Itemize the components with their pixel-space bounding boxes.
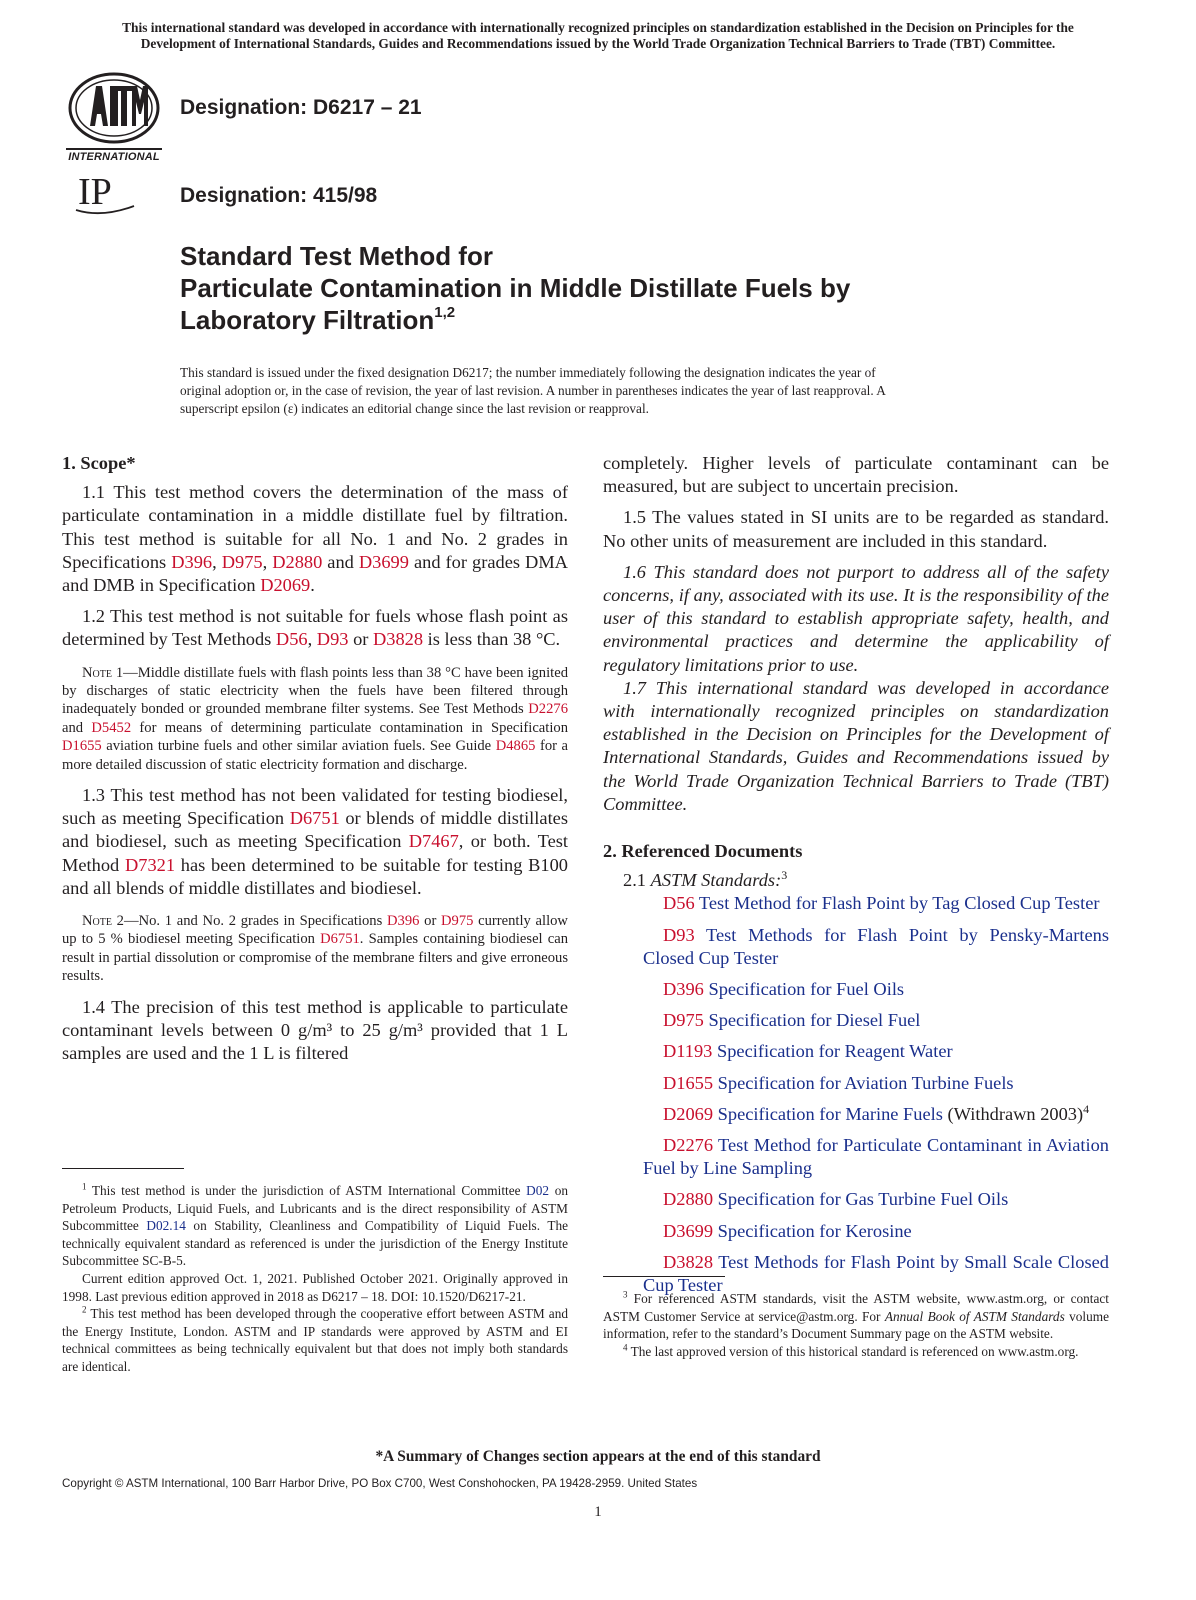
- astm-designation: Designation: D6217 – 21: [180, 96, 422, 119]
- summary-of-changes-note: *A Summary of Changes section appears at the end of this standard: [375, 1448, 821, 1465]
- ip-logo: [72, 172, 142, 216]
- link-d02[interactable]: D02: [526, 1183, 550, 1198]
- note-1-label: Note 1: [82, 664, 124, 681]
- astm-logo: [66, 70, 170, 163]
- link-d56[interactable]: D56: [275, 629, 308, 650]
- title-line1: Standard Test Method for: [180, 241, 493, 271]
- link-d7467[interactable]: D7467: [408, 831, 459, 852]
- reference-item[interactable]: D2880 Specification for Gas Turbine Fuel Oils: [663, 1189, 1009, 1210]
- footnotes-right: [603, 1290, 1109, 1360]
- right-column: [603, 452, 1109, 1305]
- link-d396-note2[interactable]: D396: [387, 913, 420, 930]
- document-title: [180, 240, 1080, 336]
- note-2: Note 2—No. 1 and No. 2 grades in Specifications D396 or D975 currently allow up to 5 % biodiesel meeting Specification D6751. Samples containing biodiesel can result in partial dissolution or compromise of the membrane filters and give erroneous results.: [62, 913, 568, 985]
- copyright-line: Copyright © ASTM International, 100 Barr Harbor Drive, PO Box C700, West Conshohocken, PA 19428-2959. United States: [62, 1477, 698, 1490]
- footnote-2: $^2$ This test method has been developed through the cooperative effort between ASTM and the Energy Institute, London. ASTM and IP standards were approved by ASTM and EI technical committees as being technically equivalent but that does not imply both standards are identical.: [62, 1304, 568, 1374]
- tbt-notice: [62, 20, 1134, 52]
- note-2-label: Note 2: [82, 913, 124, 930]
- footnote-4: $^4$ The last approved version of this historical standard is referenced on www.astm.org.: [623, 1342, 1079, 1359]
- footnote-1: $^1$ This test method is under the jurisdiction of ASTM International Committee D02 on Petroleum Products, Liquid Fuels, and Lubricants and is the direct responsibility of ASTM Subcommittee D02.14 on Stability, Cleanliness and Compatibility of Liquid Fuels. The technically equivalent standard as referenced is under the jurisdiction of the Energy Institute Subcommittee SC-B-5.: [62, 1181, 568, 1269]
- ip-logo-icon: [72, 172, 142, 216]
- svg-text:IP: IP: [78, 172, 112, 213]
- link-d4865[interactable]: D4865: [495, 738, 536, 755]
- reference-item[interactable]: D1193 Specification for Reagent Water: [663, 1041, 953, 1062]
- para-1-4-continued: completely. Higher levels of particulate contaminant can be measured, but are subject to uncertain precision.: [603, 453, 1109, 497]
- para-1-3: 1.3 This test method has not been validated for testing biodiesel, such as meeting Specification D6751 or blends of middle distillates and biodiesel, such as meeting Specification D7467, or both. Test Method D7321 has been determined to be suitable for testing B100 and all blends of middle distillates and biodiesel.: [62, 785, 568, 898]
- reference-item[interactable]: D3828 Test Methods for Flash Point by Small Scale Closed Cup Tester: [643, 1251, 1109, 1296]
- link-d93[interactable]: D93: [316, 629, 349, 650]
- para-1-4: 1.4 The precision of this test method is applicable to particulate contaminant levels between 0 g/m³ to 25 g/m³ provided that 1 L samples are used and the 1 L is filtered: [62, 996, 568, 1064]
- para-1-1: 1.1 This test method covers the determination of the mass of particulate contamination in a middle distillate fuel by filtration. This test method is suitable for all No. 1 and No. 2 grades in Specifications D396, D975, D2880 and D3699 and for grades DMA and DMB in Specification D2069.: [62, 482, 568, 596]
- link-d975-note2[interactable]: D975: [441, 913, 474, 930]
- footnote-rule-right: [603, 1276, 725, 1277]
- astm-logo-wordmark: INTERNATIONAL: [66, 148, 162, 163]
- link-d5452[interactable]: D5452: [91, 719, 132, 736]
- astm-logo-icon: [66, 70, 162, 146]
- title-line3: Laboratory Filtration: [180, 305, 435, 335]
- astm-standards-subheading: 2.1 ASTM Standards:$^3$: [623, 868, 788, 891]
- link-d2069[interactable]: D2069: [260, 575, 311, 596]
- issued-line1: This standard is issued under the fixed designation D6217; the number immediately following the designation indicates the year of: [180, 365, 876, 380]
- footnote-3: $^3$ For referenced ASTM standards, visit the ASTM website, www.astm.org, or contact ASTM Customer Service at service@astm.org. For Annual Book of ASTM Standards volume information, refer to the standard’s Document Summary page on the ASTM website.: [603, 1289, 1109, 1342]
- issuance-statement: [180, 364, 1030, 418]
- footnote-1-edition: Current edition approved Oct. 1, 2021. Published October 2021. Originally approved in 1998. Last previous edition approved in 2018 as D6217 – 18. DOI: 10.1520/D6217-21.: [62, 1270, 568, 1304]
- para-1-2: 1.2 This test method is not suitable for fuels whose flash point as determined by Test Methods D56, D93 or D3828 is less than 38 °C.: [62, 606, 568, 650]
- reference-item[interactable]: D3699 Specification for Kerosine: [663, 1220, 912, 1241]
- issued-line3: superscript epsilon (ε) indicates an editorial change since the last revision or reapproval.: [180, 401, 649, 416]
- para-1-5: 1.5 The values stated in SI units are to be regarded as standard. No other units of measurement are included in this standard.: [603, 507, 1109, 551]
- reference-item[interactable]: D2069 Specification for Marine Fuels (Withdrawn 2003)$^4$: [663, 1101, 1090, 1124]
- link-d6751[interactable]: D6751: [289, 808, 340, 829]
- footnote-rule-left: [62, 1168, 184, 1169]
- reference-item[interactable]: D56 Test Method for Flash Point by Tag Closed Cup Tester: [663, 893, 1100, 914]
- title-footnote-ref: 1,2: [434, 304, 456, 321]
- link-d396[interactable]: D396: [171, 551, 213, 572]
- link-d3699[interactable]: D3699: [358, 551, 409, 572]
- link-d6751-note2[interactable]: D6751: [320, 931, 360, 948]
- ip-designation: Designation: 415/98: [180, 184, 378, 207]
- scope-heading: 1. Scope*: [62, 453, 136, 473]
- reference-list: [603, 892, 1109, 1297]
- tbt-notice-line2: Development of International Standards, Guides and Recommendations issued by the World Trade Organization Technical Barriers to Trade (TBT) Committee.: [140, 36, 1056, 51]
- left-column: [62, 452, 568, 1073]
- link-d1655[interactable]: D1655: [62, 738, 102, 755]
- link-d975[interactable]: D975: [221, 551, 263, 572]
- link-d3828[interactable]: D3828: [372, 629, 424, 650]
- issued-line2: original adoption or, in the case of revision, the year of last revision. A number in parentheses indicates the year of last reapproval. A: [180, 383, 886, 398]
- link-d7321[interactable]: D7321: [124, 854, 176, 875]
- page-number: 1: [594, 1504, 602, 1520]
- link-d2276[interactable]: D2276: [528, 701, 568, 718]
- footnotes-left: [62, 1182, 568, 1376]
- reference-item[interactable]: D396 Specification for Fuel Oils: [663, 979, 905, 1000]
- reference-item[interactable]: D1655 Specification for Aviation Turbine Fuels: [663, 1072, 1014, 1093]
- reference-item[interactable]: D975 Specification for Diesel Fuel: [663, 1010, 921, 1031]
- tbt-notice-line1: This international standard was developed in accordance with internationally recognized principles on standardization established in the Decision on Principles for the: [122, 20, 1074, 35]
- note-1: Note 1—Middle distillate fuels with flash points less than 38 °C have been ignited by discharges of static electricity when the fuels have been filtered through inadequately bonded or grounded membrane filter systems. See Test Methods D2276 and D5452 for means of determining particulate contamination in Specification D1655 aviation turbine fuels and other similar aviation fuels. See Guide D4865 for a more detailed discussion of static electricity formation and discharge.: [62, 664, 569, 773]
- title-line2: Particulate Contamination in Middle Distillate Fuels by: [180, 273, 851, 303]
- reference-item[interactable]: D2276 Test Method for Particulate Contaminant in Aviation Fuel by Line Sampling: [643, 1135, 1109, 1179]
- link-d02-14[interactable]: D02.14: [146, 1218, 186, 1234]
- reference-item[interactable]: D93 Test Methods for Flash Point by Pensky-Martens Closed Cup Tester: [643, 924, 1109, 968]
- referenced-documents-heading: 2. Referenced Documents: [603, 841, 803, 862]
- para-1-7: 1.7 This international standard was developed in accordance with internationally recognized principles on standardization established in the Decision on Principles for the Development of International Standards, Guides and Recommendations issued by the World Trade Organization Technical Barriers to Trade (TBT) Committee.: [603, 677, 1109, 814]
- para-1-6: 1.6 This standard does not purport to address all of the safety concerns, if any, associated with its use. It is the responsibility of the user of this standard to establish appropriate safety, health, and environmental practices and determine the applicability of regulatory limitations prior to use.: [603, 561, 1109, 675]
- link-d2880[interactable]: D2880: [272, 551, 323, 572]
